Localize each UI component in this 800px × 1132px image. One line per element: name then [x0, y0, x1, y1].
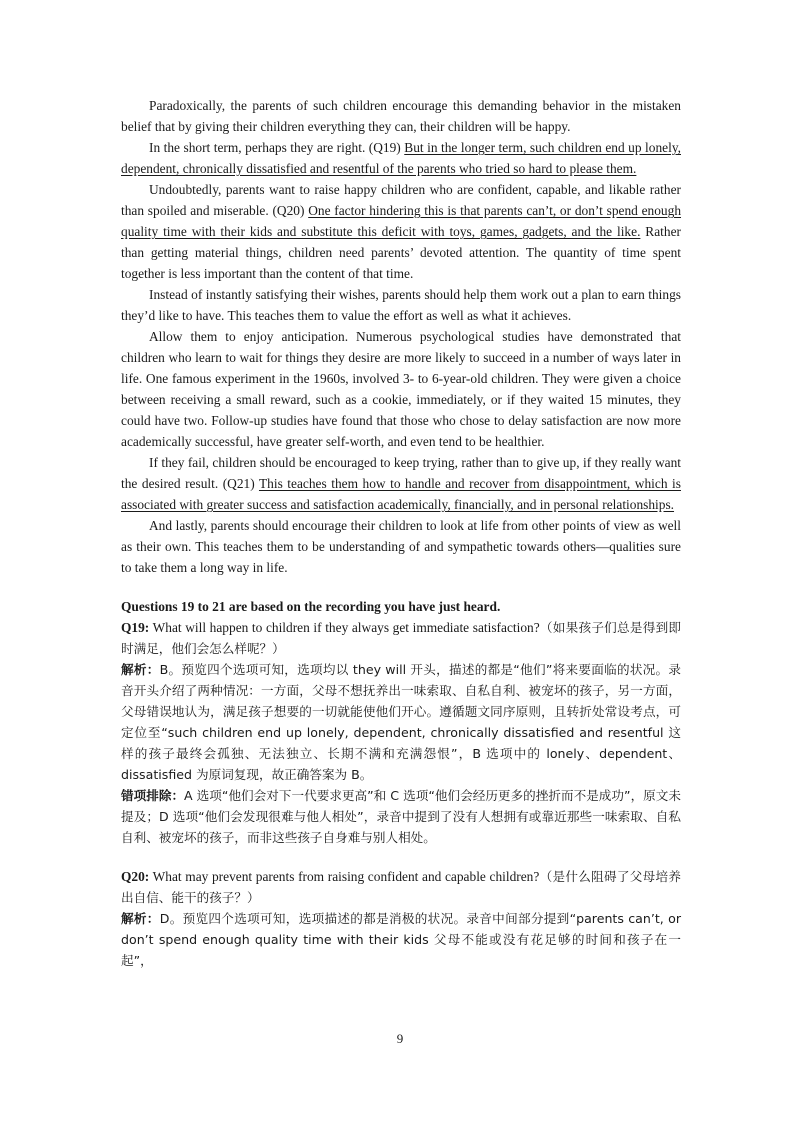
paragraph-2: In the short term, perhaps they are right. (Q19) But in the longer term, such children end up lonely, dependent, chronically dissatisfied and resentful of the parents who tried so hard to please them.: [121, 140, 681, 176]
q21-underlined-answer: This teaches them how to handle and recover from disappointment, which is associated with greater success and satisfaction academically, financially, and in personal relationships.: [121, 476, 681, 512]
page-number: 9: [396, 1031, 404, 1046]
q19-exclusion: 错项排除：A 选项“他们会对下一代要求更高”和 C 选项“他们会经历更多的挫折而不是成功”，原文未提及；D 选项“他们会发现很难与他人相处”，录音中提到了没有人想拥有或靠近那些一味索取、自私自利、被宠坏的孩子，而非这些孩子自身难与别人相处。: [121, 788, 681, 845]
q19-analysis: 解析：B。预览四个选项可知，选项均以 they will 开头，描述的都是“他们”将来要面临的状况。录音开头介绍了两种情况：一方面，父母不想抚养出一味索取、自私自利、被宠坏的孩子，另一方面，父母错误地认为，满足孩子想要的一切就能使他们开心。遵循题文同序原则，且转折处常设考点，可定位至“such children end up lonely, dependent, chronically dissatisfied and resentful 这样的孩子最终会孤独、无法独立、长期不满和充满怨恨”，B 选项中的 lonely、dependent、dissatisfied 为原词复现，故正确答案为 B。: [121, 662, 682, 782]
paragraph-7: And lastly, parents should encourage their children to look at life from other points of view as well as their own. This teaches them to be understanding of and sympathetic towards others—qualities sure to take them a long way in life.: [121, 518, 681, 575]
paragraph-5: Allow them to enjoy anticipation. Numerous psychological studies have demonstrated that children who learn to wait for things they desire are more likely to succeed in a number of ways later in life. One famous experiment in the 1960s, involved 3- to 6-year-old children. They were given a choice between receiving a small reward, such as a cookie, immediately, or if they waited 15 minutes, they could have two. Follow-up studies have found that those who chose to delay satisfaction are now more academically successful, have greater self-worth, and even tend to be healthier.: [121, 329, 681, 449]
paragraph-4: Instead of instantly satisfying their wishes, parents should help them work out a plan to earn things they’d like to have. This teaches them to value the effort as well as what it achieves.: [121, 287, 681, 323]
questions-heading: Questions 19 to 21 are based on the recording you have just heard.: [121, 599, 501, 614]
q20-analysis: 解析：D。预览四个选项可知，选项描述的都是消极的状况。录音中间部分提到“parents can’t, or don’t spend enough quality time with their kids 父母不能或没有花足够的时间和孩子在一起”，: [121, 911, 681, 968]
q19-question: Q19: What will happen to children if they always get immediate satisfaction?（如果孩子们总是得到即时满足，他们会怎么样呢？）: [121, 620, 682, 656]
q19-underlined-answer: But in the longer term, such children end up lonely, dependent, chronically dissatisfied and resentful of the parents who tried so hard to please them.: [121, 140, 681, 176]
paragraph-3: Undoubtedly, parents want to raise happy children who are confident, capable, and likable rather than spoiled and miserable. (Q20) One factor hindering this is that parents can’t, or don’t spend enough quality time with their kids and substitute this deficit with toys, games, gadgets, and the like. Rather than getting material things, children need parents’ devoted attention. The quantity of time spent together is less important than the content of that time.: [121, 182, 682, 281]
paragraph-6: If they fail, children should be encouraged to keep trying, rather than to give up, if they really want the desired result. (Q21) This teaches them how to handle and recover from disappointment, which is associated with greater success and satisfaction academically, financially, and in personal relationships.: [121, 455, 681, 512]
q20-question: Q20: What may prevent parents from raising confident and capable children?（是什么阻碍了父母培养出自信、能干的孩子？）: [121, 869, 682, 905]
paragraph-1: Paradoxically, the parents of such children encourage this demanding behavior in the mistaken belief that by giving their children everything they can, their children will be happy.: [121, 98, 681, 134]
q20-underlined-answer: One factor hindering this is that parents can’t, or don’t spend enough quality time with their kids and substitute this deficit with toys, games, gadgets, and the like.: [121, 203, 682, 239]
document-body: [121, 95, 681, 971]
